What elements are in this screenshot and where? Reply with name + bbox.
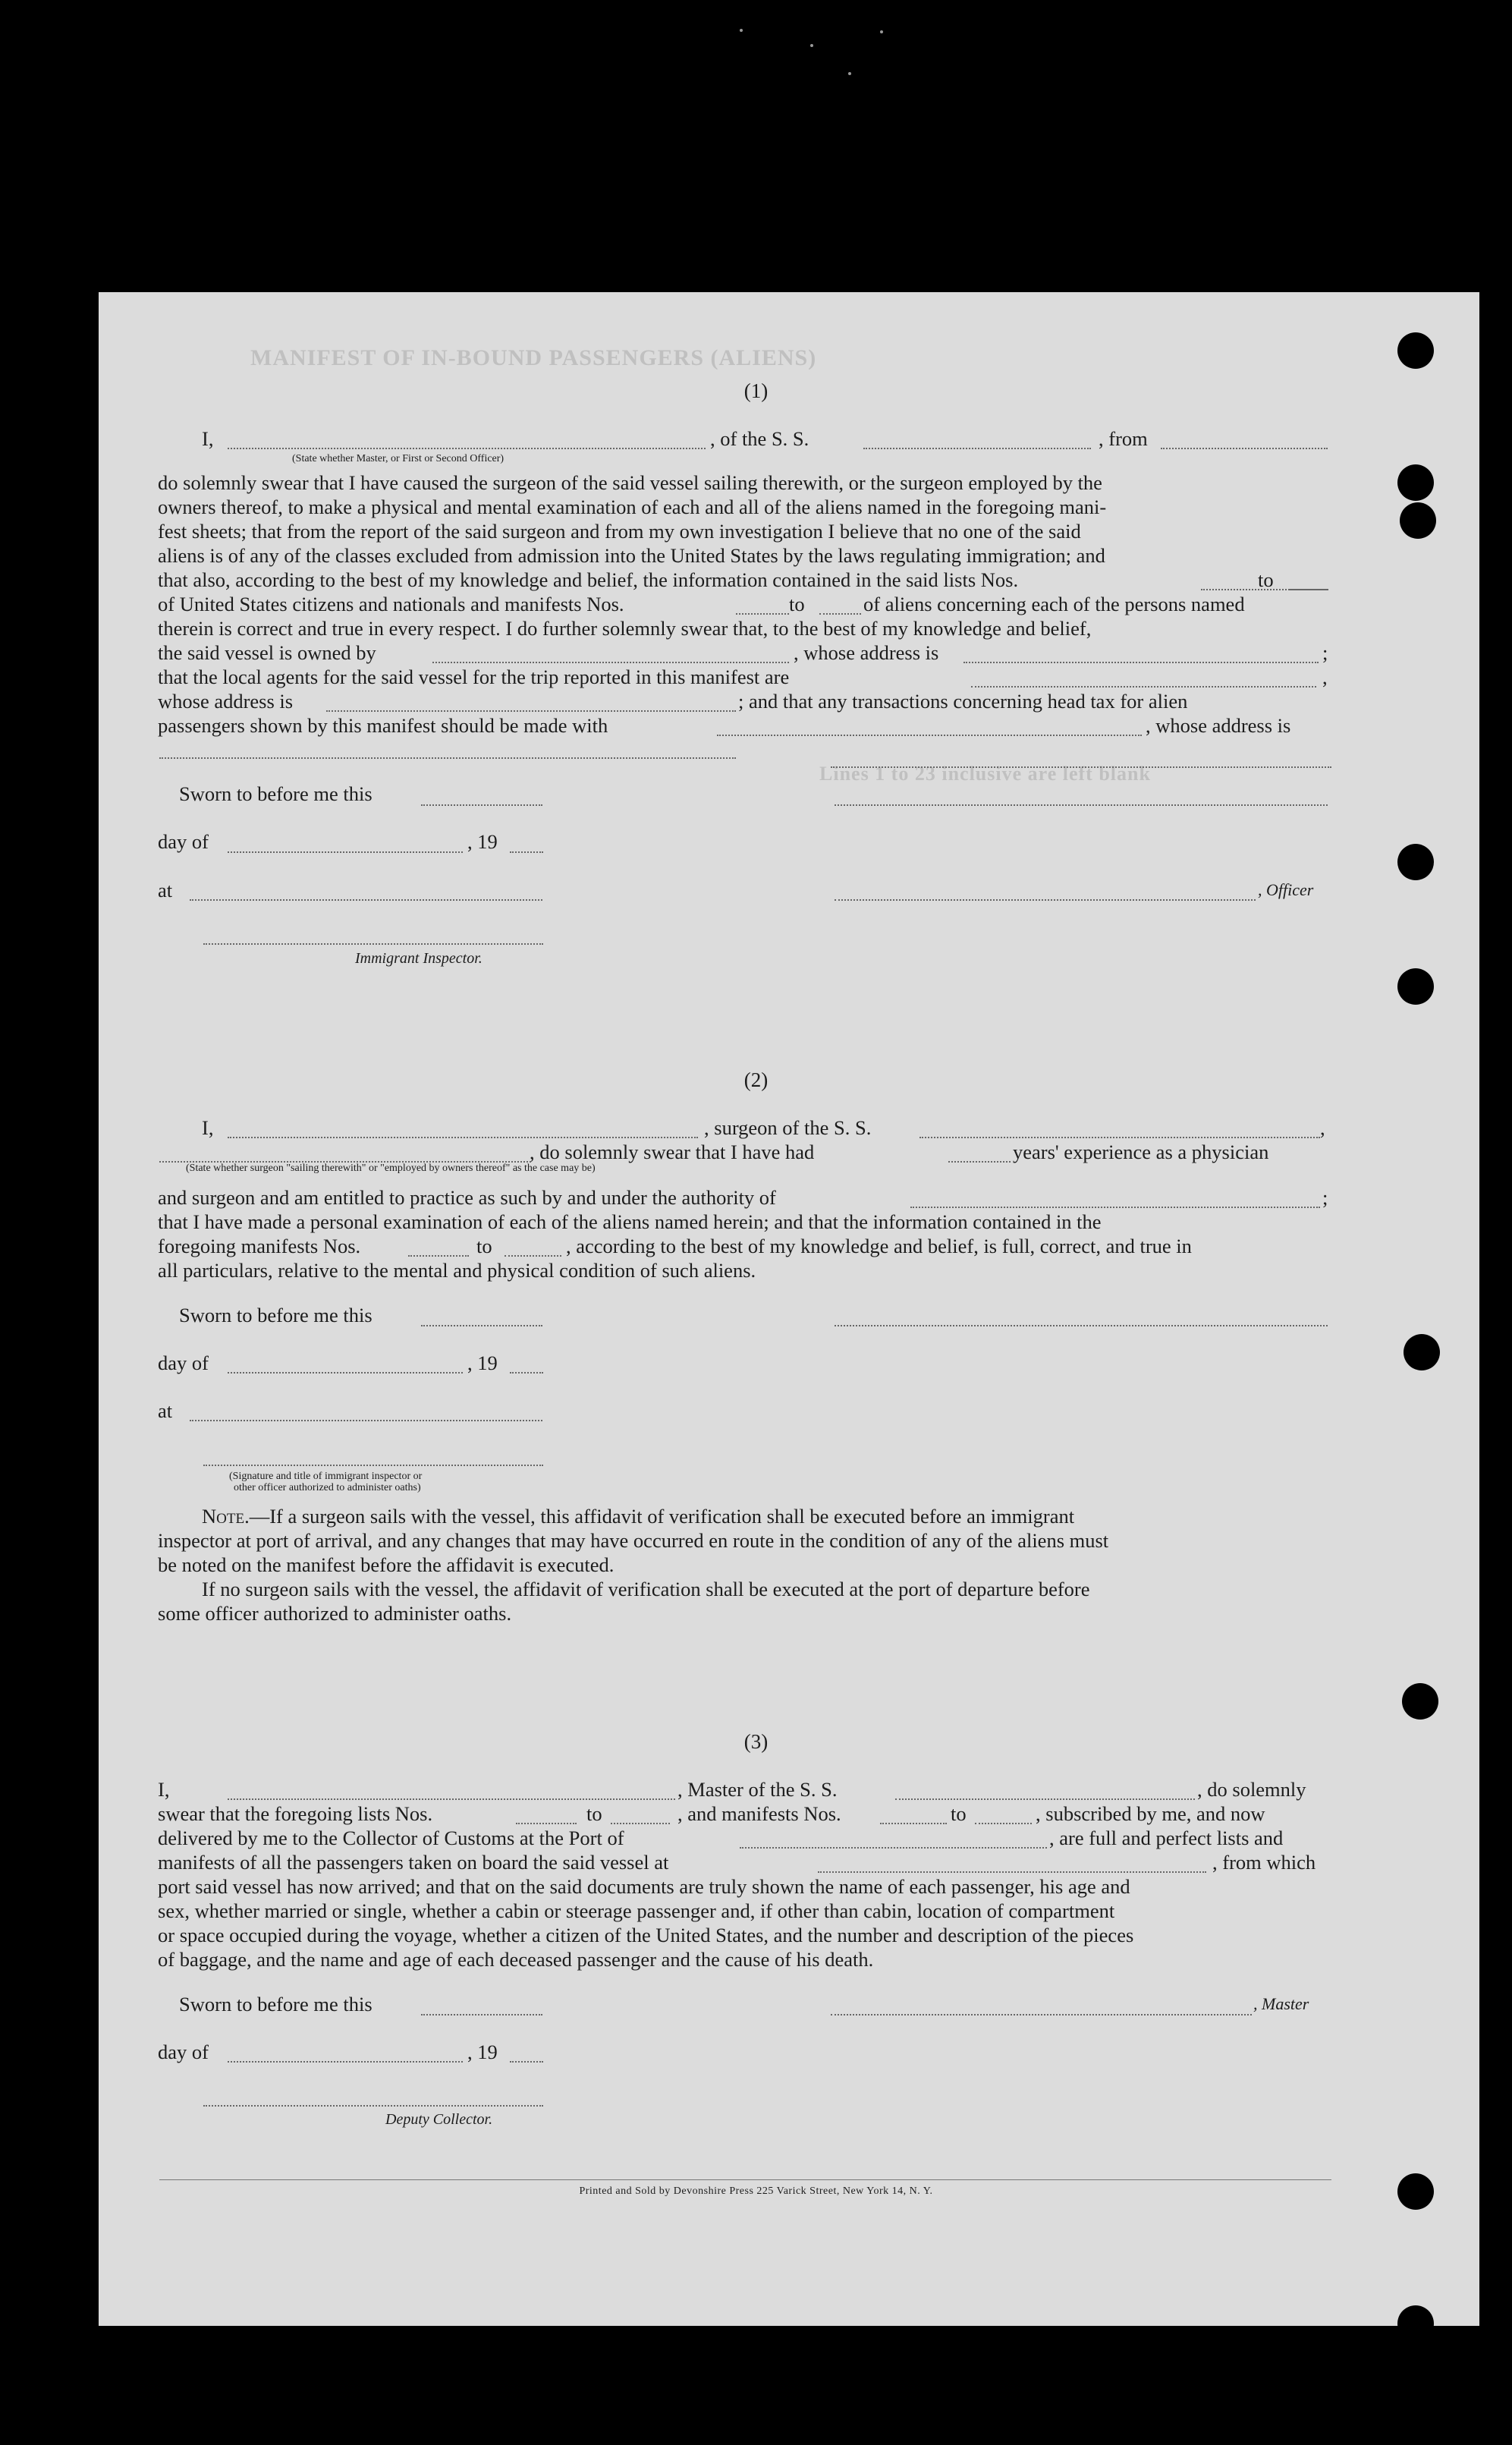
s3-line3: delivered by me to the Collector of Customs at the Port of , are full and perfect lists and (158, 1827, 1284, 1849)
punch-hole (1397, 464, 1434, 501)
s3-day: day of , 19 (158, 2041, 498, 2063)
s3-line1: I, , Master of the S. S. , do solemnly (158, 1778, 1306, 1801)
officer-caption: (State whether Master, or First or Second Officer) (292, 453, 505, 464)
section-number: (1) (743, 379, 769, 402)
sig-caption: (Signature and title of immigrant inspector or (229, 1471, 423, 1482)
inspector-label: Immigrant Inspector. (355, 950, 483, 967)
bleed-through-text: Lines 1 to 23 inclusive are left blank (819, 763, 1151, 785)
punch-hole (1400, 502, 1436, 539)
punch-hole (1397, 844, 1434, 880)
s3-line2: swear that the foregoing lists Nos. to , and manifests Nos. to , subscribed by me, and now (158, 1802, 1265, 1825)
s3-paragraph: port said vessel has now arrived; and that on the said documents are truly shown the name of each passenger, his age and sex, whether married or single, whether a cabin or steerage passenger and, if other than cabin, location of compartment or space occupied during the voyage, whether a citizen of the United States, and the number and description of the pieces of baggage, and the name and age of each deceased passenger and the cause of his death. (158, 1875, 1134, 1971)
footer-rule (159, 2179, 1331, 2180)
s2-note: Note.—If a surgeon sails with the vessel, this affidavit of verification shall be executed before an immigrant inspector at port of arrival, and any changes that may have occurred en route in the condition of any of the aliens must be noted on the manifest before the affidavit is executed. If no surgeon sails with the vessel, the affidavit of verification shall be executed at the port of departure before some officer authorized to administer oaths. (158, 1505, 1109, 1625)
section-number: (3) (743, 1730, 769, 1753)
printer-imprint: Printed and Sold by Devonshire Press 225 Varick Street, New York 14, N. Y. (579, 2185, 933, 2197)
s1-paragraph: do solemnly swear that I have caused the surgeon of the said vessel sailing therewith, or the surgeon employed by the owners thereof, to make a physical and mental examination of each and all of the aliens named in the foregoing mani- fest sheets; that from the report of the said surgeon and from my own investigation I believe that no one of the said aliens is of any of the classes excluded from admission into the United States by the laws regulating immigration; and that also, according to the best of my knowledge and belief, the information contained in the said lists Nos. to of United States citizens and nationals and manifests Nos. to of aliens concerning each of the persons named therein is correct and true in every respect. I do further solemnly swear that, to the best of my knowledge and belief, the said vessel is owned by , whose address is ; that the local agents for the said vessel for the trip reported in this manifest are , whose address is ; and that any transactions concerning head tax for alien passengers shown by this manifest should be made with , whose address is (158, 471, 1328, 737)
s1-at: at (158, 879, 173, 902)
punch-hole (1397, 2305, 1434, 2342)
s1-day: day of , 19 (158, 830, 498, 853)
s2-at: at (158, 1399, 173, 1422)
punch-hole (1402, 1683, 1438, 1720)
punch-hole (1397, 332, 1434, 369)
s3-line4: manifests of all the passengers taken on board the said vessel at , from which (158, 1851, 1316, 1874)
punch-hole (1397, 968, 1434, 1005)
sig-caption: other officer authorized to administer oaths) (234, 1482, 421, 1493)
collector-label: Deputy Collector. (385, 2111, 493, 2128)
s2-paragraph: and surgeon and am entitled to practice as such by and under the authority of ; that I have made a personal examination of each of the aliens named herein; and that the information contained in the foregoing manifests Nos. to , according to the best of my knowledge and belief, is full, correct, and true in all particulars, relative to the mental and physical condition of such aliens. (158, 1186, 1328, 1282)
bleed-through-text: MANIFEST OF IN-BOUND PASSENGERS (ALIENS) (250, 345, 817, 370)
s2-day: day of , 19 (158, 1352, 498, 1374)
officer-label: , Officer (1258, 880, 1314, 899)
section-number: (2) (743, 1068, 769, 1091)
punch-hole (1404, 1334, 1440, 1370)
master-label: , Master (1253, 1994, 1309, 2013)
surgeon-caption: (State whether surgeon "sailing therewith" or "employed by owners thereof" as the case may be) (186, 1163, 596, 1174)
